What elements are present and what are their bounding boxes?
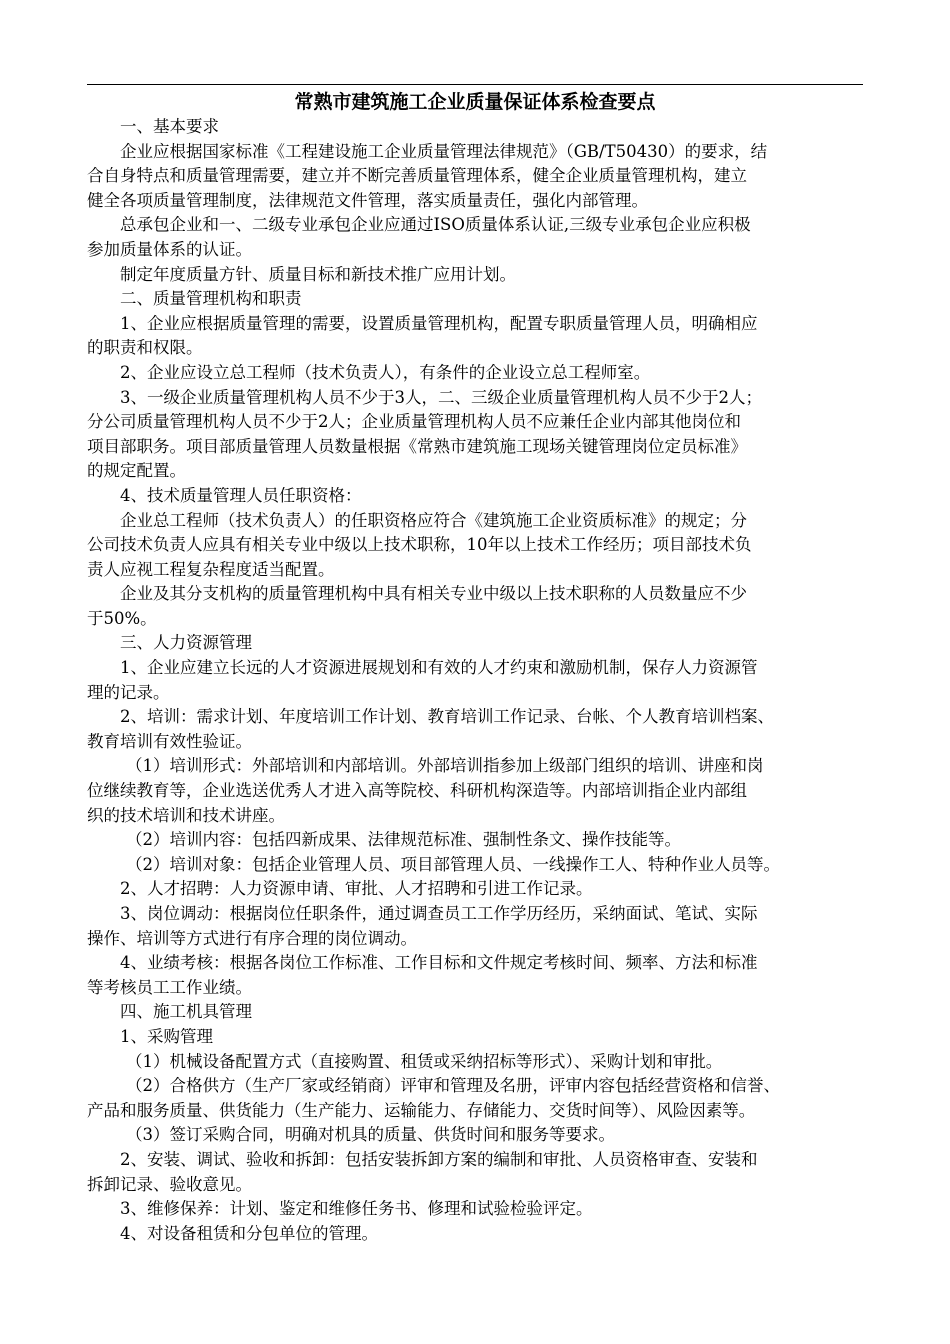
document-page xyxy=(87,84,863,1246)
text-line: 于50%。 xyxy=(87,608,157,628)
text-line: 责人应视工程复杂程度适当配置。 xyxy=(87,559,335,579)
text-line: 的规定配置。 xyxy=(87,461,186,481)
text-line: 3、维修保养：计划、鉴定和维修任务书、修理和试验检验评定。 xyxy=(120,1199,593,1219)
text-line: 总承包企业和一、二级专业承包企业应通过ISO质量体系认证,三级专业承包企业应积极 xyxy=(120,215,751,235)
text-line: 1、企业应根据质量管理的需要，设置质量管理机构，配置专职质量管理人员，明确相应 xyxy=(120,313,758,333)
text-line: 拆卸记录、验收意见。 xyxy=(87,1174,252,1194)
text-line: 的职责和权限。 xyxy=(87,338,203,358)
text-line: 一、基本要求 xyxy=(120,117,219,136)
text-line: 织的技术培训和技术讲座。 xyxy=(87,805,285,825)
text-line: （2）合格供方（生产厂家或经销商）评审和管理及名册，评审内容包括经营资格和信誉、 xyxy=(126,1076,780,1096)
text-line: 理的记录。 xyxy=(87,682,170,702)
text-line: 二、质量管理机构和职责 xyxy=(120,289,302,309)
text-line: 公司技术负责人应具有相关专业中级以上技术职称，10年以上技术工作经历；项目部技术负 xyxy=(87,535,752,555)
document-title: 常熟市建筑施工企业质量保证体系检查要点 xyxy=(294,91,656,113)
text-line: 企业应根据国家标准《工程建设施工企业质量管理法律规范》（GB/T50430）的要求，结 xyxy=(120,141,768,161)
text-line: （3）签订采购合同，明确对机具的质量、供货时间和服务等要求。 xyxy=(126,1125,615,1145)
text-line: 操作、培训等方式进行有序合理的岗位调动。 xyxy=(87,928,417,948)
text-line: 三、人力资源管理 xyxy=(120,633,252,653)
text-line: 3、一级企业质量管理机构人员不少于3人，二、三级企业质量管理机构人员不少于2人； xyxy=(120,387,762,407)
text-line: 4、对设备租赁和分包单位的管理。 xyxy=(120,1223,378,1243)
text-line: 4、业绩考核：根据各岗位工作标准、工作目标和文件规定考核时间、频率、方法和标准 xyxy=(120,953,758,973)
text-line: 企业总工程师（技术负责人）的任职资格应符合《建筑施工企业资质标准》的规定；分 xyxy=(120,510,747,530)
document-body xyxy=(87,115,863,1246)
text-line: 产品和服务质量、供货能力（生产能力、运输能力、存储能力、交货时间等）、风险因素等。 xyxy=(87,1100,756,1120)
text-line: 分公司质量管理机构人员不少于2人；企业质量管理机构人员不应兼任企业内部其他岗位和 xyxy=(87,412,741,432)
text-line: 企业及其分支机构的质量管理机构中具有相关专业中级以上技术职称的人员数量应不少 xyxy=(120,584,747,604)
text-line: 项目部职务。项目部质量管理人员数量根据《常熟市建筑施工现场关键管理岗位定员标准》 xyxy=(87,436,747,456)
text-line: （2）培训对象：包括企业管理人员、项目部管理人员、一线操作工人、特种作业人员等。 xyxy=(126,854,780,874)
text-line: 教育培训有效性验证。 xyxy=(87,731,252,751)
text-line: （1）培训形式：外部培训和内部培训。外部培训指参加上级部门组织的培训、讲座和岗 xyxy=(126,756,764,776)
text-line: 4、技术质量管理人员任职资格： xyxy=(120,485,362,505)
text-line: 等考核员工工作业绩。 xyxy=(87,977,252,997)
text-line: 2、培训：需求计划、年度培训工作计划、教育培训工作记录、台帐、个人教育培训档案、 xyxy=(120,707,774,727)
text-line: 四、施工机具管理 xyxy=(120,1002,252,1022)
text-line: 健全各项质量管理制度，法律规范文件管理，落实质量责任，强化内部管理。 xyxy=(87,190,648,210)
text-line: 合自身特点和质量管理需要，建立并不断完善质量管理体系，健全企业质量管理机构，建立 xyxy=(87,166,747,186)
text-line: 制定年度质量方针、质量目标和新技术推广应用计划。 xyxy=(120,264,516,284)
text-line: 2、人才招聘：人力资源申请、审批、人才招聘和引进工作记录。 xyxy=(120,879,593,899)
text-line: 1、采购管理 xyxy=(120,1026,213,1046)
text-line: （2）培训内容：包括四新成果、法律规范标准、强制性条文、操作技能等。 xyxy=(126,830,681,850)
header-rule xyxy=(87,84,863,85)
text-line: 2、企业应设立总工程师（技术负责人），有条件的企业设立总工程师室。 xyxy=(120,362,651,382)
text-line: 3、岗位调动：根据岗位任职条件，通过调查员工工作学历经历，采纳面试、笔试、实际 xyxy=(120,904,758,923)
text-line: （1）机械设备配置方式（直接购置、租赁或采纳招标等形式）、采购计划和审批。 xyxy=(126,1051,723,1071)
text-line: 2、安装、调试、验收和拆卸：包括安装拆卸方案的编制和审批、人员资格审查、安装和 xyxy=(120,1149,758,1169)
text-line: 参加质量体系的认证。 xyxy=(87,239,252,259)
text-line: 位继续教育等，企业选送优秀人才进入高等院校、科研机构深造等。内部培训指企业内部组 xyxy=(87,781,747,801)
text-line: 1、企业应建立长远的人才资源进展规划和有效的人才约束和激励机制，保存人力资源管 xyxy=(120,658,758,678)
